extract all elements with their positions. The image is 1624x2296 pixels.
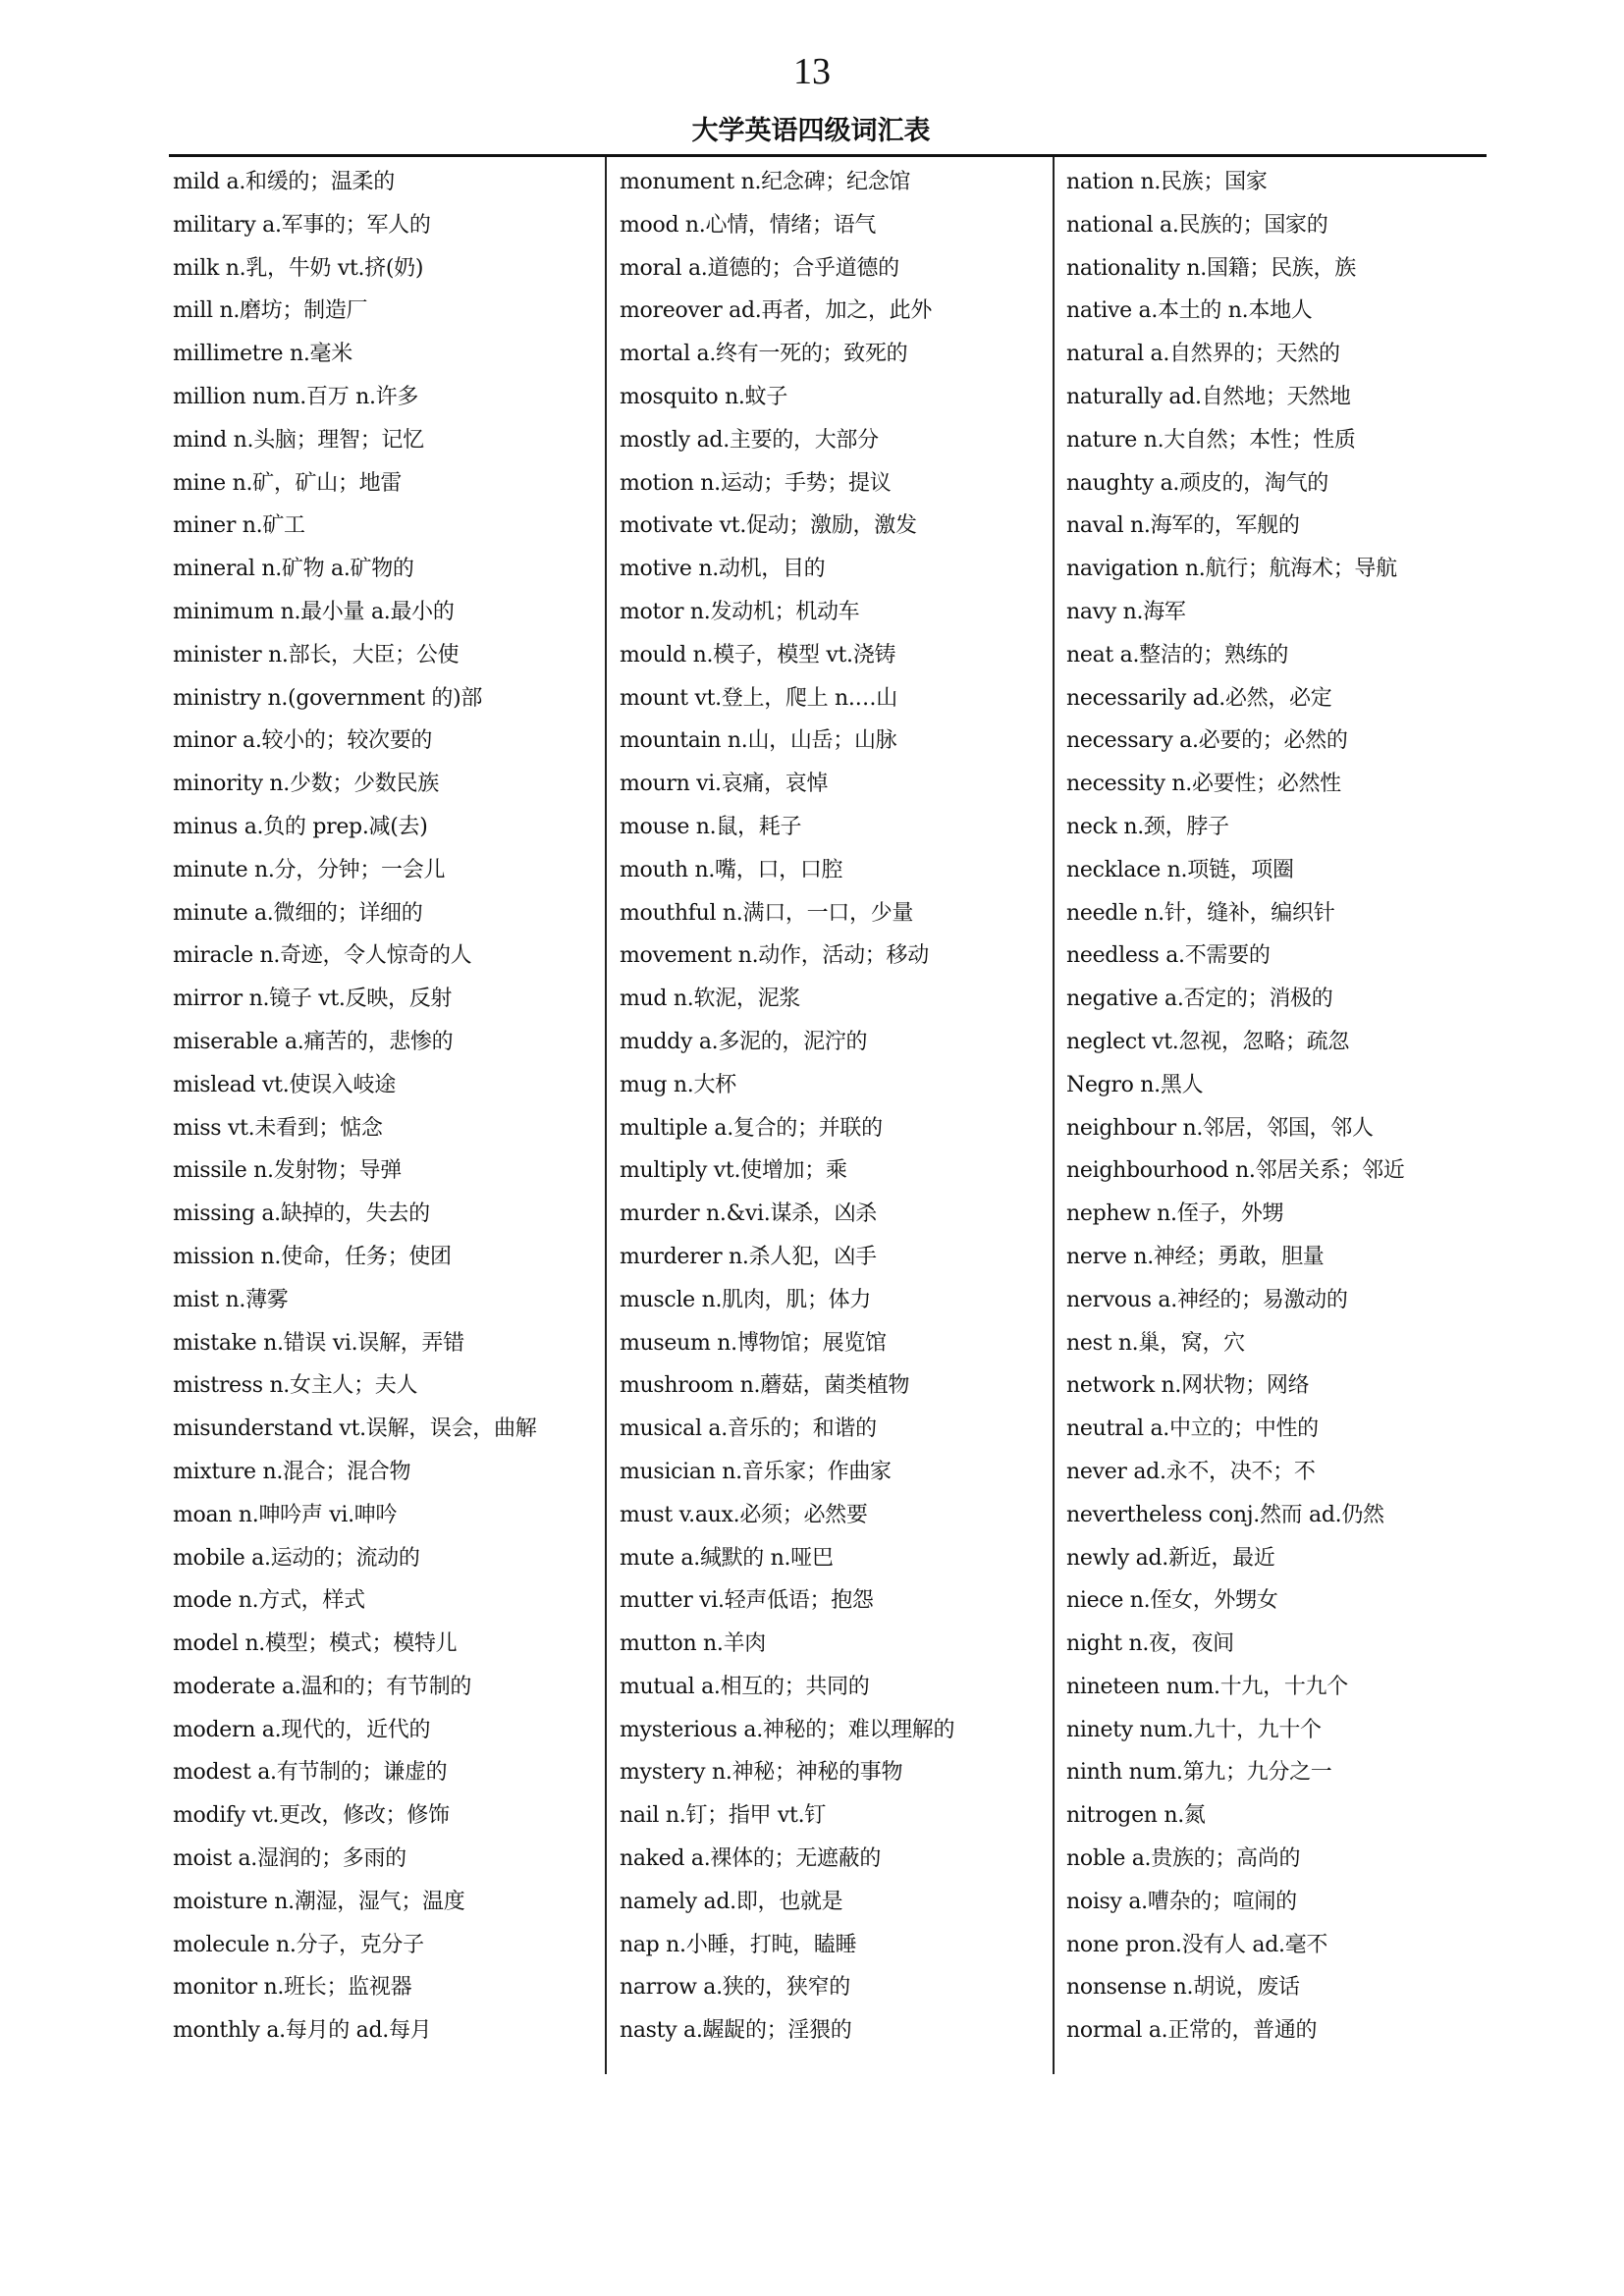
vocabulary-column-1 [173, 161, 601, 2053]
vocabulary-entry: million num.百万 n.许多 [173, 384, 419, 409]
vocabulary-entry: necessary a.必要的；必然的 [1066, 728, 1348, 754]
vocabulary-entry: movement n.动作，活动；移动 [620, 943, 929, 969]
vocabulary-entry: minimum n.最小量 a.最小的 [173, 599, 455, 624]
vocabulary-entry: neglect vt.忽视，忽略；疏忽 [1066, 1029, 1350, 1054]
vocabulary-entry: naval n.海军的，军舰的 [1066, 513, 1300, 539]
vocabulary-entry: nineteen num.十九，十九个 [1066, 1674, 1348, 1699]
vocabulary-entry: motion n.运动；手势；提议 [620, 470, 892, 496]
vocabulary-entry: needless a.不需要的 [1066, 943, 1271, 969]
vocabulary-entry: modify vt.更改，修改；修饰 [173, 1803, 450, 1829]
vocabulary-entry: native a.本土的 n.本地人 [1066, 298, 1313, 324]
vocabulary-entry: naturally ad.自然地；天然地 [1066, 384, 1351, 409]
vocabulary-entry: ministry n.(government 的)部 [173, 685, 483, 711]
vocabulary-entry: narrow a.狭的，狭窄的 [620, 1975, 850, 2001]
vocabulary-entry: must v.aux.必须；必然要 [620, 1502, 868, 1527]
vocabulary-entry: mobile a.运动的；流动的 [173, 1545, 420, 1571]
vocabulary-entry: moreover ad.再者，加之，此外 [620, 298, 933, 324]
vocabulary-entry: nitrogen n.氮 [1066, 1803, 1206, 1829]
vocabulary-entry: nation n.民族；国家 [1066, 170, 1268, 194]
vocabulary-entry: neighbour n.邻居，邻国，邻人 [1066, 1115, 1374, 1141]
vocabulary-entry: musical a.音乐的；和谐的 [620, 1416, 877, 1442]
page-title: 大学英语四级词汇表 [691, 116, 931, 146]
vocabulary-entry: mute a.缄默的 n.哑巴 [620, 1545, 834, 1571]
title-rule [169, 154, 1487, 157]
vocabulary-entry: ninety num.九十，九十个 [1066, 1717, 1322, 1742]
vocabulary-entry: murder n.&vi.谋杀，凶杀 [620, 1201, 877, 1227]
vocabulary-entry: muddy a.多泥的，泥泞的 [620, 1029, 868, 1054]
vocabulary-entry: misunderstand vt.误解，误会，曲解 [173, 1416, 537, 1442]
vocabulary-entry: naughty a.顽皮的，淘气的 [1066, 470, 1328, 496]
vocabulary-entry: nature n.大自然；本性；性质 [1066, 427, 1356, 453]
vocabulary-entry: minute a.微细的；详细的 [173, 900, 423, 926]
vocabulary-entry: minute n.分，分钟；一会儿 [173, 857, 446, 882]
vocabulary-entry: never ad.永不，决不；不 [1066, 1459, 1316, 1484]
vocabulary-entry: mourn vi.哀痛，哀悼 [620, 772, 829, 797]
vocabulary-entry: nervous a.神经的；易激动的 [1066, 1287, 1348, 1312]
vocabulary-entry: mud n.软泥，泥浆 [620, 987, 800, 1012]
vocabulary-entry: mount vt.登上，爬上 n.…山 [620, 685, 897, 711]
column-divider [1053, 157, 1055, 2074]
vocabulary-entry: neat a.整洁的；熟练的 [1066, 642, 1289, 667]
vocabulary-entry: mountain n.山，山岳；山脉 [620, 728, 897, 754]
vocabulary-entry: miss vt.未看到；惦念 [173, 1115, 383, 1141]
vocabulary-column-2 [620, 161, 1048, 2053]
vocabulary-entry: mutton n.羊肉 [620, 1631, 766, 1657]
vocabulary-entry: molecule n.分子，克分子 [173, 1932, 424, 1957]
vocabulary-entry: mist n.薄雾 [173, 1287, 289, 1312]
vocabulary-entry: missing a.缺掉的，失去的 [173, 1201, 430, 1227]
vocabulary-column-3 [1066, 161, 1494, 2053]
vocabulary-entry: normal a.正常的，普通的 [1066, 2018, 1318, 2044]
vocabulary-entry: nationality n.国籍；民族，族 [1066, 255, 1356, 281]
vocabulary-entry: monthly a.每月的 ad.每月 [173, 2018, 432, 2044]
vocabulary-entry: model n.模型；模式；模特儿 [173, 1631, 458, 1657]
vocabulary-entry: neck n.颈，脖子 [1066, 814, 1229, 839]
vocabulary-entry: negative a.否定的；消极的 [1066, 987, 1333, 1012]
vocabulary-entry: neutral a.中立的；中性的 [1066, 1416, 1319, 1442]
vocabulary-entry: night n.夜，夜间 [1066, 1631, 1234, 1657]
vocabulary-entry: navy n.海军 [1066, 599, 1186, 624]
vocabulary-entry: mill n.磨坊；制造厂 [173, 298, 368, 324]
vocabulary-entry: miner n.矿工 [173, 513, 305, 539]
vocabulary-entry: naked a.裸体的；无遮蔽的 [620, 1846, 882, 1872]
vocabulary-entry: mutual a.相互的；共同的 [620, 1674, 870, 1699]
vocabulary-entry: monitor n.班长；监视器 [173, 1975, 412, 2001]
vocabulary-entry: mould n.模子，模型 vt.浇铸 [620, 642, 896, 667]
vocabulary-entry: mystery n.神秘；神秘的事物 [620, 1760, 903, 1786]
vocabulary-entry: miracle n.奇迹，令人惊奇的人 [173, 943, 472, 969]
vocabulary-entry: necessity n.必要性；必然性 [1066, 772, 1341, 797]
vocabulary-entry: mouth n.嘴，口，口腔 [620, 857, 843, 882]
vocabulary-entry: ninth num.第九；九分之一 [1066, 1760, 1332, 1786]
vocabulary-entry: nerve n.神经；勇敢，胆量 [1066, 1244, 1325, 1269]
vocabulary-entry: mood n.心情，情绪；语气 [620, 212, 877, 238]
vocabulary-entry: moan n.呻吟声 vi.呻吟 [173, 1502, 398, 1527]
vocabulary-entry: mutter vi.轻声低语；抱怨 [620, 1588, 874, 1614]
vocabulary-entry: niece n.侄女，外甥女 [1066, 1588, 1278, 1614]
vocabulary-entry: network n.网状物；网络 [1066, 1373, 1310, 1399]
vocabulary-entry: nephew n.侄子，外甥 [1066, 1201, 1284, 1227]
column-divider [605, 157, 607, 2074]
vocabulary-entry: mine n.矿，矿山；地雷 [173, 470, 403, 496]
vocabulary-entry: mistake n.错误 vi.误解，弄错 [173, 1330, 464, 1356]
vocabulary-entry: mosquito n.蚊子 [620, 384, 788, 409]
vocabulary-entry: natural a.自然界的；天然的 [1066, 342, 1340, 367]
vocabulary-entry: newly ad.新近，最近 [1066, 1545, 1275, 1571]
vocabulary-entry: mortal a.终有一死的；致死的 [620, 342, 908, 367]
vocabulary-entry: national a.民族的；国家的 [1066, 212, 1328, 238]
vocabulary-entry: motive n.动机，目的 [620, 557, 826, 582]
vocabulary-entry: mouse n.鼠，耗子 [620, 814, 802, 839]
vocabulary-entry: none pron.没有人 ad.毫不 [1066, 1932, 1328, 1957]
vocabulary-entry: neighbourhood n.邻居关系；邻近 [1066, 1158, 1405, 1184]
page-number: 13 [793, 51, 831, 92]
vocabulary-entry: nest n.巢，窝，穴 [1066, 1330, 1245, 1356]
vocabulary-entry: mild a.和缓的；温柔的 [173, 170, 395, 194]
vocabulary-entry: Negro n.黑人 [1066, 1072, 1204, 1097]
vocabulary-entry: minus a.负的 prep.减(去) [173, 814, 428, 839]
vocabulary-entry: motor n.发动机；机动车 [620, 599, 860, 624]
vocabulary-entry: modest a.有节制的；谦虚的 [173, 1760, 448, 1786]
vocabulary-entry: motivate vt.促动；激励，激发 [620, 513, 917, 539]
vocabulary-entry: necklace n.项链，项圈 [1066, 857, 1294, 882]
vocabulary-entry: minority n.少数；少数民族 [173, 772, 439, 797]
vocabulary-entry: nevertheless conj.然而 ad.仍然 [1066, 1502, 1384, 1527]
vocabulary-entry: nap n.小睡，打盹，瞌睡 [620, 1932, 857, 1957]
vocabulary-entry: muscle n.肌肉，肌；体力 [620, 1287, 872, 1312]
vocabulary-entry: milk n.乳，牛奶 vt.挤(奶) [173, 255, 424, 281]
vocabulary-entry: namely ad.即，也就是 [620, 1889, 843, 1914]
vocabulary-entry: mode n.方式，样式 [173, 1588, 365, 1614]
vocabulary-entry: mushroom n.蘑菇，菌类植物 [620, 1373, 910, 1399]
vocabulary-entry: mysterious a.神秘的；难以理解的 [620, 1717, 955, 1742]
vocabulary-entry: museum n.博物馆；展览馆 [620, 1330, 887, 1356]
vocabulary-entry: mixture n.混合；混合物 [173, 1459, 411, 1484]
vocabulary-entry: mistress n.女主人；夫人 [173, 1373, 418, 1399]
vocabulary-entry: noisy a.嘈杂的；喧闹的 [1066, 1889, 1297, 1914]
vocabulary-entry: mostly ad.主要的，大部分 [620, 427, 879, 453]
vocabulary-entry: mirror n.镜子 vt.反映，反射 [173, 987, 453, 1012]
vocabulary-entry: moderate a.温和的；有节制的 [173, 1674, 472, 1699]
vocabulary-entry: noble a.贵族的；高尚的 [1066, 1846, 1301, 1872]
vocabulary-entry: millimetre n.毫米 [173, 342, 352, 367]
vocabulary-entry: necessarily ad.必然，必定 [1066, 685, 1332, 711]
vocabulary-entry: mouthful n.满口，一口，少量 [620, 900, 914, 926]
vocabulary-entry: mind n.头脑；理智；记忆 [173, 427, 424, 453]
vocabulary-entry: navigation n.航行；航海术；导航 [1066, 557, 1397, 582]
vocabulary-entry: multiple a.复合的；并联的 [620, 1115, 883, 1141]
vocabulary-entry: miserable a.痛苦的，悲惨的 [173, 1029, 454, 1054]
vocabulary-entry: moral a.道德的；合乎道德的 [620, 255, 899, 281]
vocabulary-entry: moist a.湿润的；多雨的 [173, 1846, 406, 1872]
vocabulary-entry: modern a.现代的，近代的 [173, 1717, 431, 1742]
vocabulary-entry: multiply vt.使增加；乘 [620, 1158, 847, 1184]
vocabulary-entry: minor a.较小的；较次要的 [173, 728, 433, 754]
vocabulary-entry: musician n.音乐家；作曲家 [620, 1459, 892, 1484]
vocabulary-entry: mislead vt.使误入岐途 [173, 1072, 396, 1097]
vocabulary-entry: monument n.纪念碑；纪念馆 [620, 170, 911, 194]
vocabulary-entry: nasty a.龌龊的；淫猥的 [620, 2018, 852, 2044]
vocabulary-entry: missile n.发射物；导弹 [173, 1158, 402, 1184]
vocabulary-entry: minister n.部长，大臣；公使 [173, 642, 460, 667]
vocabulary-entry: mug n.大杯 [620, 1072, 736, 1097]
vocabulary-entry: murderer n.杀人犯，凶手 [620, 1244, 877, 1269]
vocabulary-entry: mission n.使命，任务；使团 [173, 1244, 452, 1269]
vocabulary-entry: mineral n.矿物 a.矿物的 [173, 557, 414, 582]
vocabulary-entry: nail n.钉；指甲 vt.钉 [620, 1803, 826, 1829]
vocabulary-entry: nonsense n.胡说，废话 [1066, 1975, 1300, 2001]
vocabulary-entry: needle n.针，缝补，编织针 [1066, 900, 1335, 926]
vocabulary-entry: moisture n.潮湿，湿气；温度 [173, 1889, 465, 1914]
vocabulary-entry: military a.军事的；军人的 [173, 212, 431, 238]
